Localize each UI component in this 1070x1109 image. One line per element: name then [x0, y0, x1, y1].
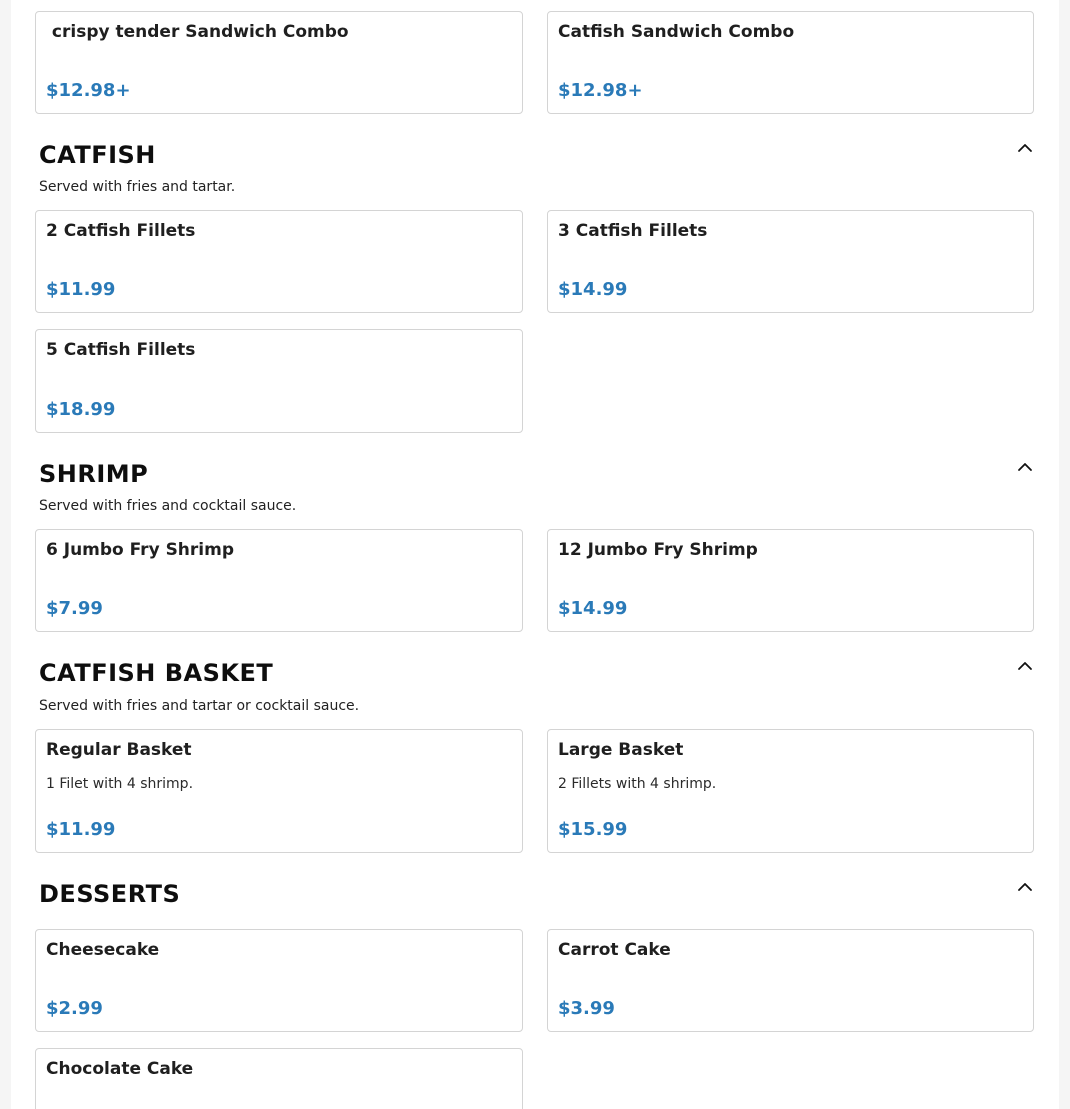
menu-item-price: $12.98+: [46, 80, 131, 101]
menu-item-name: 6 Jumbo Fry Shrimp: [46, 540, 235, 560]
menu-item-price: $14.99: [558, 598, 628, 619]
chevron-up-icon[interactable]: [1017, 879, 1033, 895]
chevron-up-icon[interactable]: [1017, 658, 1033, 674]
menu-item-card[interactable]: [35, 11, 523, 114]
menu-item-price: $11.99: [46, 279, 116, 300]
menu-item-card[interactable]: [547, 729, 1034, 853]
menu-item-name: Chocolate Cake: [46, 1059, 194, 1079]
section-title-shrimp: SHRIMP: [39, 460, 149, 488]
menu-item-price: $12.98+: [558, 80, 643, 101]
chevron-up-icon[interactable]: [1017, 459, 1033, 475]
menu-item-card[interactable]: [547, 210, 1034, 313]
menu-item-price: $18.99: [46, 399, 116, 420]
section-description-catfish: Served with fries and tartar.: [39, 179, 236, 195]
chevron-up-icon[interactable]: [1017, 140, 1033, 156]
section-title-catfish: CATFISH: [39, 141, 156, 169]
menu-page: [11, 0, 1059, 1109]
menu-item-card[interactable]: [35, 729, 523, 853]
menu-item-name: Cheesecake: [46, 940, 160, 960]
section-description-shrimp: Served with fries and cocktail sauce.: [39, 498, 297, 514]
menu-item-name: 3 Catfish Fillets: [558, 221, 708, 241]
menu-item-card[interactable]: [547, 529, 1034, 632]
menu-item-name: 5 Catfish Fillets: [46, 340, 196, 360]
menu-item-price: $11.99: [46, 819, 116, 840]
menu-item-price: $3.99: [558, 998, 615, 1019]
menu-item-price: $15.99: [558, 819, 628, 840]
menu-item-card[interactable]: [35, 1048, 523, 1109]
menu-item-description: 2 Fillets with 4 shrimp.: [558, 776, 717, 792]
menu-item-card[interactable]: [35, 529, 523, 632]
menu-item-name: Carrot Cake: [558, 940, 671, 960]
menu-item-name: crispy tender Sandwich Combo: [46, 22, 349, 42]
menu-item-name: Large Basket: [558, 740, 684, 760]
menu-item-card[interactable]: [35, 929, 523, 1032]
menu-item-price: $14.99: [558, 279, 628, 300]
menu-item-card[interactable]: [547, 11, 1034, 114]
section-title-desserts: DESSERTS: [39, 880, 181, 908]
menu-item-name: Regular Basket: [46, 740, 192, 760]
menu-item-name: Catfish Sandwich Combo: [558, 22, 795, 42]
menu-item-card[interactable]: [547, 929, 1034, 1032]
menu-item-card[interactable]: [35, 210, 523, 313]
menu-item-name: 12 Jumbo Fry Shrimp: [558, 540, 758, 560]
menu-item-card[interactable]: [35, 329, 523, 433]
menu-item-price: $7.99: [46, 598, 103, 619]
section-description-catfish-basket: Served with fries and tartar or cocktail sauce.: [39, 698, 360, 714]
menu-item-price: $2.99: [46, 998, 103, 1019]
menu-item-description: 1 Filet with 4 shrimp.: [46, 776, 194, 792]
section-title-catfish-basket: CATFISH BASKET: [39, 659, 274, 687]
menu-item-name: 2 Catfish Fillets: [46, 221, 196, 241]
